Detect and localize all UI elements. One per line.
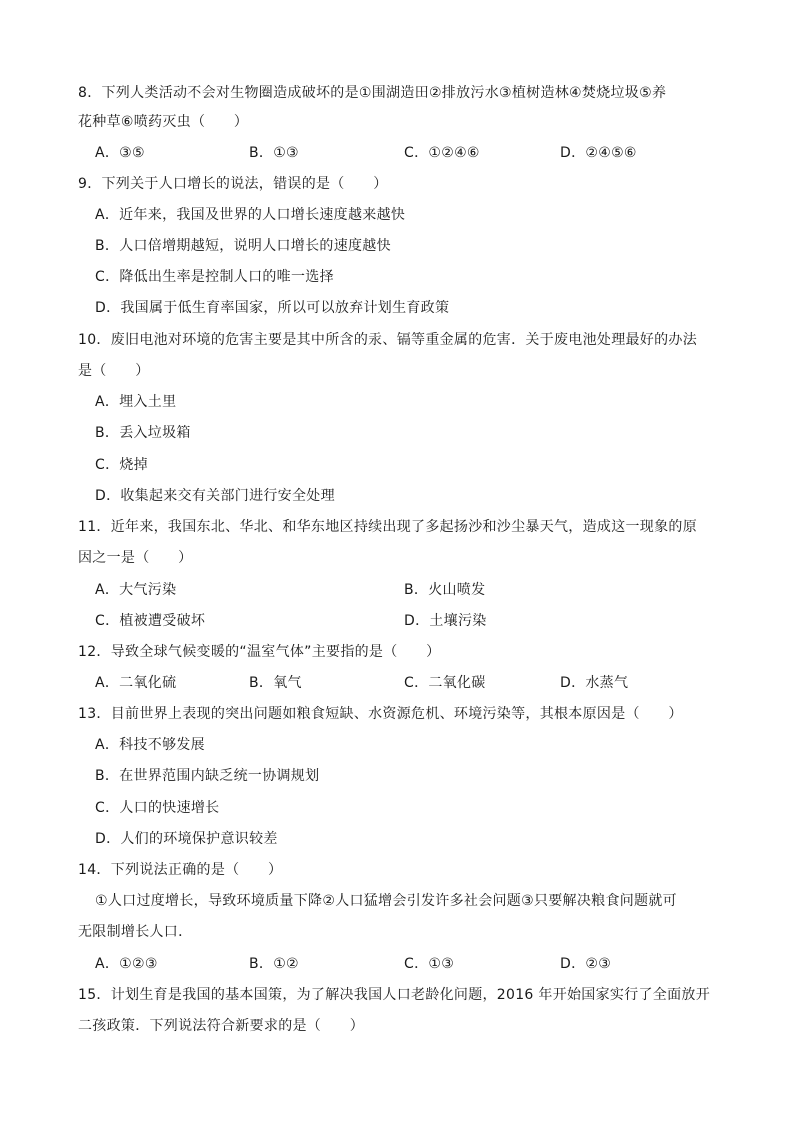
option-a[interactable]: A．③⑤ (95, 145, 145, 161)
question-stem: 14．下列说法正确的是（ ） (78, 862, 283, 878)
question-stem: 11．近年来，我国东北、华北、和华东地区持续出现了多起扬沙和沙尘暴天气，造成这一现象的原 (78, 519, 698, 535)
question-stem: 13．目前世界上表现的突出问题如粮食短缺、水资源危机、环境污染等，其根本原因是（ ） (78, 706, 683, 722)
options-row (0, 672, 794, 694)
question-stem-continued: 是（ ） (78, 363, 150, 379)
option-d[interactable]: D．水蒸气 (560, 675, 629, 691)
question-stem: 15．计划生育是我国的基本国策，为了解决我国人口老龄化问题，2016 年开始国家实行了全面放开 (78, 987, 710, 1003)
option-d[interactable]: D．我国属于低生育率国家，所以可以放弃计划生育政策 (95, 300, 450, 316)
option-d[interactable]: D．人们的环境保护意识较差 (95, 831, 278, 847)
question-stem: 9．下列关于人口增长的说法，错误的是（ ） (78, 176, 388, 192)
question-stem: 10．废旧电池对环境的危害主要是其中所含的汞、镉等重金属的危害．关于废电池处理最好的办法 (78, 332, 698, 348)
options-row (0, 610, 794, 632)
question-stem-continued: 二孩政策．下列说法符合新要求的是（ ） (78, 1018, 364, 1034)
option-c[interactable]: C．人口的快速增长 (95, 800, 220, 816)
options-row (0, 142, 794, 164)
option-d[interactable]: D．土壤污染 (404, 613, 487, 629)
option-b[interactable]: B．火山喷发 (404, 582, 486, 598)
option-b[interactable]: B．丢入垃圾箱 (95, 425, 191, 441)
option-a[interactable]: A．①②③ (95, 956, 158, 972)
options-row (0, 579, 794, 601)
option-b[interactable]: B．①③ (249, 145, 299, 161)
option-a[interactable]: A．科技不够发展 (95, 737, 205, 753)
option-d[interactable]: D．②④⑤⑥ (560, 145, 637, 161)
option-a[interactable]: A．二氧化硫 (95, 675, 177, 691)
question-stem-continued: 花种草⑥喷药灭虫（ ） (78, 114, 249, 130)
option-b[interactable]: B．在世界范围内缺乏统一协调规划 (95, 768, 320, 784)
option-c[interactable]: C．①③ (404, 956, 455, 972)
option-b[interactable]: B．氧气 (249, 675, 302, 691)
question-stem: 8．下列人类活动不会对生物圈造成破坏的是①围湖造田②排放污水③植树造林④焚烧垃圾⑤养 (78, 85, 667, 101)
statement-list: ①人口过度增长，导致环境质量下降②人口猛增会引发许多社会问题③只要解决粮食问题就可 (95, 893, 677, 909)
option-c[interactable]: C．烧掉 (95, 457, 148, 473)
option-b[interactable]: B．人口倍增期越短，说明人口增长的速度越快 (95, 238, 391, 254)
option-d[interactable]: D．②③ (560, 956, 612, 972)
option-c[interactable]: C．①②④⑥ (404, 145, 480, 161)
question-stem-continued: 因之一是（ ） (78, 550, 193, 566)
option-a[interactable]: A．埋入土里 (95, 394, 177, 410)
options-row (0, 953, 794, 975)
option-c[interactable]: C．二氧化碳 (404, 675, 486, 691)
option-b[interactable]: B．①② (249, 956, 299, 972)
option-a[interactable]: A．大气污染 (95, 582, 177, 598)
option-c[interactable]: C．降低出生率是控制人口的唯一选择 (95, 269, 334, 285)
statement-list-continued: 无限制增长人口． (78, 924, 193, 940)
option-a[interactable]: A．近年来，我国及世界的人口增长速度越来越快 (95, 207, 406, 223)
option-d[interactable]: D．收集起来交有关部门进行安全处理 (95, 488, 335, 504)
option-c[interactable]: C．植被遭受破坏 (95, 613, 206, 629)
question-stem: 12．导致全球气候变暖的“温室气体”主要指的是（ ） (78, 644, 441, 660)
